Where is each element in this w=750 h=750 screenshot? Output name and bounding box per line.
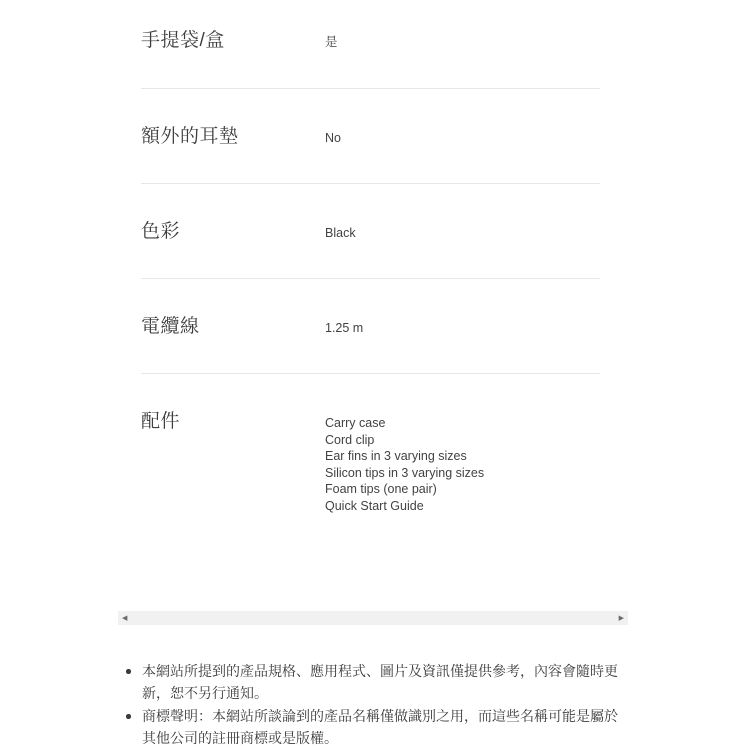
footnote-text: 本網站所提到的產品規格、應用程式、圖片及資訊僅提供參考，內容會隨時更新，恕不另行通知。 xyxy=(142,663,618,701)
spec-value-line: 是 xyxy=(325,35,338,49)
spec-value-line: Carry case xyxy=(325,416,386,430)
footnotes xyxy=(122,661,620,750)
bullet-icon xyxy=(126,669,131,674)
scroll-left-icon[interactable]: ◀ xyxy=(122,614,128,622)
spec-value-line: Silicon tips in 3 varying sizes xyxy=(325,465,485,480)
spec-label: 色彩 xyxy=(141,221,181,242)
spec-value xyxy=(325,412,600,515)
spec-value-line: Cord clip xyxy=(325,432,375,447)
spec-label: 手提袋/盒 xyxy=(141,30,225,51)
scroll-right-icon[interactable]: ▶ xyxy=(618,614,624,622)
spec-value-line: Foam tips (one pair) xyxy=(325,482,437,497)
footnote-trademark xyxy=(122,706,620,749)
spec-label: 額外的耳墊 xyxy=(141,126,239,147)
spec-row-accessories xyxy=(141,374,600,535)
spec-row-carry-bag xyxy=(141,0,600,89)
footnote-text: 商標聲明：本網站所談論到的產品名稱僅做識別之用，而這些名稱可能是屬於其他公司的註冊商標或是版權。 xyxy=(142,708,618,746)
spec-row-color xyxy=(141,184,600,279)
spec-value xyxy=(325,222,600,242)
spec-value xyxy=(325,317,600,337)
spec-value xyxy=(325,127,600,147)
spec-value xyxy=(325,31,600,51)
spec-row-cable xyxy=(141,279,600,374)
spec-label: 配件 xyxy=(141,411,181,432)
spec-value-line: 1.25 m xyxy=(325,321,364,335)
spec-value-line: Ear fins in 3 varying sizes xyxy=(325,449,467,464)
bullet-icon xyxy=(126,714,131,719)
horizontal-scrollbar[interactable] xyxy=(118,611,628,625)
spec-table xyxy=(141,0,600,535)
spec-row-extra-earpads xyxy=(141,89,600,184)
spec-value-line: Black xyxy=(325,226,356,240)
footnote-disclaimer xyxy=(122,661,620,704)
spec-value-line: No xyxy=(325,131,341,145)
spec-label: 電纜線 xyxy=(141,316,200,337)
spec-value-line: Quick Start Guide xyxy=(325,498,424,513)
